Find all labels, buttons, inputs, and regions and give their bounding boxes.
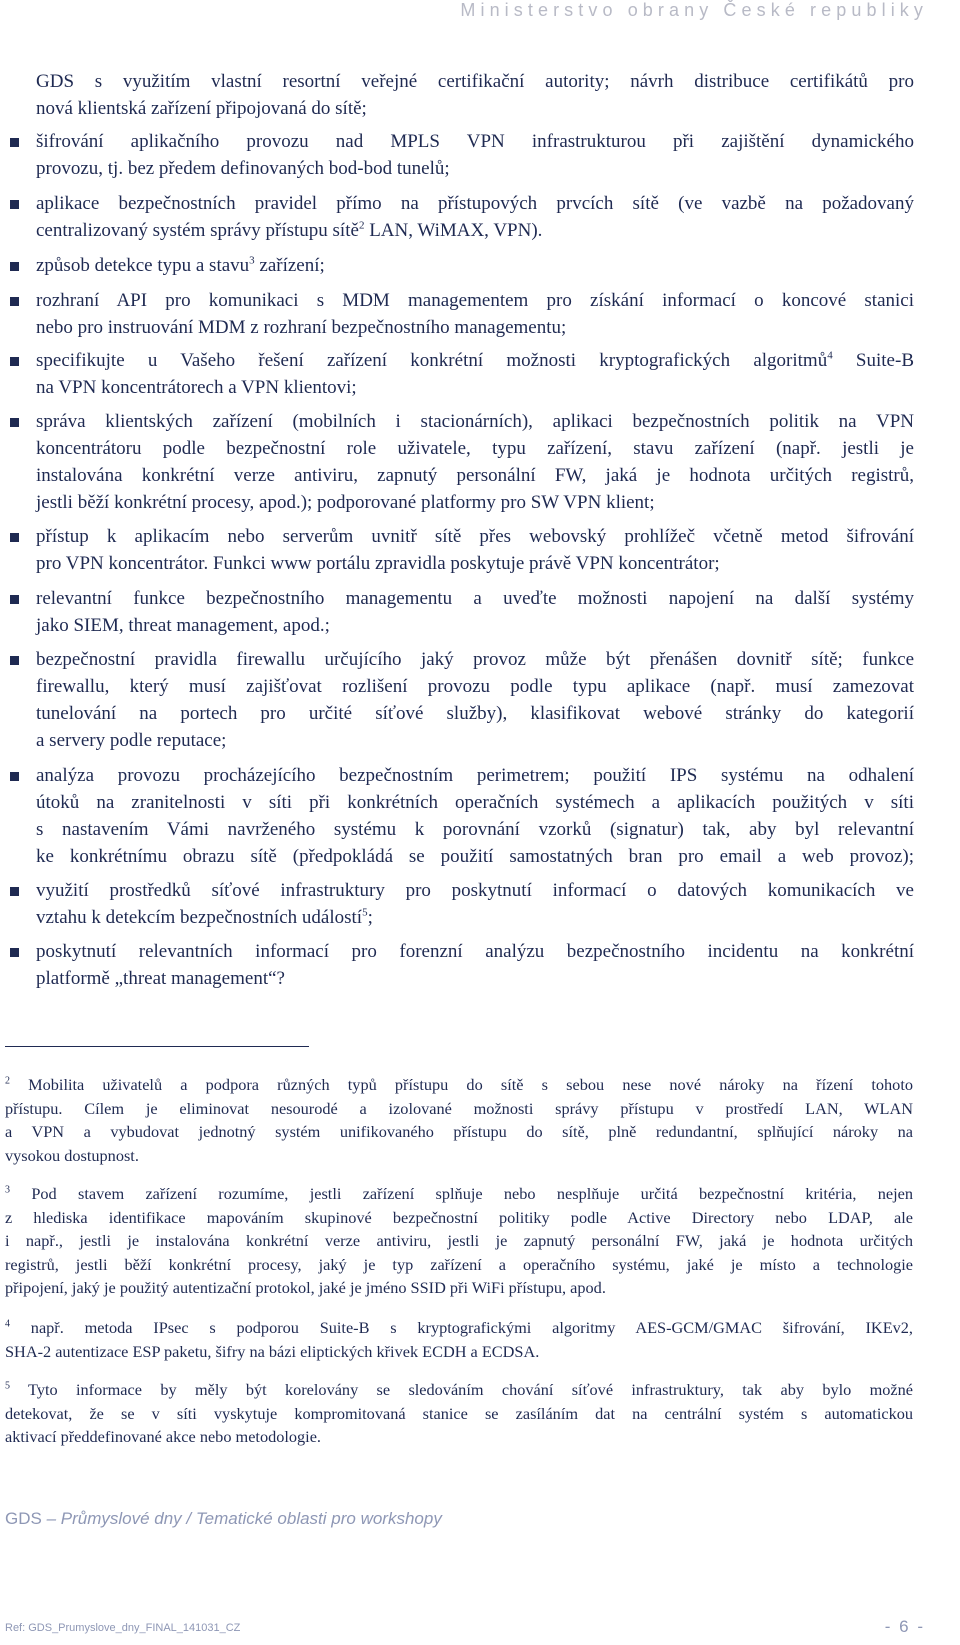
bullet-marker — [10, 200, 19, 209]
text-line — [36, 217, 914, 244]
footer-title-rest: – Průmyslové dny / Tematické oblasti pro workshopy — [41, 1509, 442, 1528]
text-span: ; — [367, 907, 373, 928]
text-span: Mobilita uživatelů a podpora různých typů přístupu do sítě s sebou nese nové nároky na řízení tohoto — [28, 1075, 913, 1094]
text-span: specifikujte u Vašeho řešení zařízení konkrétní možnosti kryptografických algoritmů — [36, 350, 828, 371]
text-line: aplikace bezpečnostních pravidel přímo na přístupových prvcích sítě (ve vazbě na požadovaný — [36, 193, 914, 214]
footnote-5 — [5, 1378, 913, 1449]
list-item — [36, 287, 914, 341]
text-span: např. metoda IPsec s podporou Suite-B s kryptografickými algoritmy AES-GCM/GMAC šifrování, IKEv2, — [30, 1318, 913, 1337]
text-line: jako SIEM, threat management, apod.; — [36, 615, 330, 636]
header-title: Ministerstvo obrany České republiky — [460, 0, 928, 20]
text-span: Pod stavem zařízení rozumíme, jestli zařízení splňuje nebo nesplňuje určitá bezpečnostní kritéria, nejen — [31, 1184, 914, 1203]
bullet-marker — [10, 297, 19, 306]
text-line: relevantní funkce bezpečnostního managementu a uveďte možnosti napojení na další systémy — [36, 588, 914, 609]
footer-ref: Ref: GDS_Prumyslove_dny_FINAL_141031_CZ — [5, 1622, 241, 1634]
text-span: centralizovaný systém správy přístupu sítě — [36, 220, 359, 241]
bullet-marker — [10, 887, 19, 896]
bullet-marker — [10, 138, 19, 147]
list-item — [36, 128, 914, 182]
text-line: připojení, jaký je použitý autentizační protokol, jaké je jméno SSID při WiFi přístupu, apod. — [5, 1278, 606, 1297]
text-line: platformě „threat management“? — [36, 968, 285, 989]
text-line — [5, 1182, 913, 1206]
text-line: ke konkrétnímu obrazu sítě (předpokládá se použití samostatných bran pro email a web provoz); — [36, 846, 914, 867]
text-line: nebo pro instruování MDM z rozhraní bezpečnostního managementu; — [36, 317, 567, 338]
footnote-4 — [5, 1316, 913, 1363]
text-line: bezpečnostní pravidla firewallu určujícího jaký provoz může být přenášen dovnitř sítě; funkce — [36, 649, 914, 670]
text-span: Suite-B — [832, 350, 914, 371]
footnote-3 — [5, 1182, 913, 1300]
bullet-marker — [10, 357, 19, 366]
list-item — [36, 252, 914, 279]
text-line: vysokou dostupnost. — [5, 1145, 139, 1165]
text-line: SHA-2 autentizace ESP paketu, šifry na bázi eliptických křivek ECDH a ECDSA. — [5, 1341, 540, 1361]
text-line: aktivací předdefinované akce nebo metodologie. — [5, 1427, 321, 1446]
text-line — [5, 1073, 913, 1097]
page-header — [0, 0, 960, 22]
bullet-marker — [10, 656, 19, 665]
footnote-number: 3 — [5, 1184, 10, 1196]
text-line: šifrování aplikačního provozu nad MPLS VPN infrastrukturou při zajištění dynamického — [36, 131, 914, 152]
text-line — [36, 347, 914, 374]
page-number: - 6 - — [884, 1617, 925, 1636]
list-item — [36, 408, 914, 516]
text-line: jestli běží konkrétní procesy, apod.); podporované platformy pro SW VPN klient; — [36, 492, 655, 513]
intro-paragraph — [36, 68, 914, 122]
text-line: přístupu. Cílem je eliminovat nesourodé a izolované možnosti správy přístupu v prostředí LAN, WLAN — [5, 1098, 913, 1118]
text-span: zařízení; — [254, 255, 325, 276]
bullet-marker — [10, 948, 19, 957]
footer-gds: GDS — [5, 1509, 42, 1528]
bullet-marker — [10, 418, 19, 427]
list-item — [36, 762, 914, 870]
text-line — [36, 252, 914, 279]
text-line: rozhraní API pro komunikaci s MDM managementem pro získání informací o koncové stanici — [36, 290, 914, 311]
text-line: správa klientských zařízení (mobilních i stacionárních), aplikaci bezpečnostních politik na VPN — [36, 411, 914, 432]
bullet-marker — [10, 595, 19, 604]
list-item — [36, 877, 914, 931]
text-line: instalována konkrétní verze antiviru, zapnutý personální FW, jaká je hodnota určitých registrů, — [36, 465, 914, 486]
text-line: nová klientská zařízení připojovaná do sítě; — [36, 98, 367, 119]
text-line — [5, 1316, 913, 1340]
footnote-ref-5: 5 — [362, 906, 368, 919]
text-line: provozu, tj. bez předem definovaných bod-bod tunelů; — [36, 158, 450, 179]
text-line: a VPN a vybudovat jednotný systém unifikovaného přístupu do sítě, plně redundantní, splňující nároky na — [5, 1122, 913, 1141]
text-line: i např., jestli je instalována konkrétní verze antiviru, jestli je zapnutý personální FW, jaká je hodnota určitých — [5, 1231, 913, 1250]
footnote-number: 5 — [5, 1380, 10, 1392]
bullet-marker — [10, 533, 19, 542]
text-line: z hlediska identifikace mapováním skupinové bezpečnostní politiky podle Active Directory nebo LDAP, ale — [5, 1207, 913, 1227]
text-line: poskytnutí relevantních informací pro forenzní analýzu bezpečnostního incidentu na konkrétní — [36, 941, 914, 962]
text-line: přístup k aplikacím nebo serverům uvnitř sítě přes webovský prohlížeč včetně metod šifrování — [36, 526, 914, 547]
text-line: využití prostředků síťové infrastruktury pro poskytnutí informací o datových komunikacích ve — [36, 880, 914, 901]
text-line — [36, 904, 914, 931]
list-item — [36, 646, 914, 754]
text-line: koncentrátoru podle bezpečnostní role uživatele, typu zařízení, stavu zařízení (např. jestli je — [36, 438, 914, 459]
text-line: útoků na zranitelnosti v síti při konkrétních operačních systémech a aplikacích použitých v síti — [36, 792, 914, 813]
list-item — [36, 938, 914, 992]
footnote-number: 2 — [5, 1075, 10, 1087]
list-item — [36, 190, 914, 244]
footnote-separator — [5, 1046, 309, 1047]
footnote-number: 4 — [5, 1318, 10, 1330]
text-span: vztahu k detekcím bezpečnostních událostí — [36, 907, 363, 928]
text-line: firewallu, který musí zajišťovat rozlišení provozu podle typu aplikace (např. musí zamezovat — [36, 676, 914, 697]
footer-title — [5, 1509, 442, 1529]
text-line: GDS s využitím vlastní resortní veřejné certifikační autority; návrh distribuce certifikátů pro — [36, 71, 914, 92]
bullet-marker — [10, 262, 19, 271]
text-span: LAN, WiMAX, VPN). — [364, 220, 543, 241]
text-span: Tyto informace by měly být korelovány se sledováním chování síťové infrastruktury, tak aby bylo možné — [28, 1380, 913, 1399]
text-line: registrů, jestli běží konkrétní procesy, jaký je typ zařízení a operačního systému, jaké je místo a technologie — [5, 1254, 913, 1274]
text-line: analýza provozu procházejícího bezpečnostním perimetrem; použití IPS systému na odhalení — [36, 765, 914, 786]
text-line — [5, 1378, 913, 1402]
footnote-ref-3: 3 — [249, 254, 255, 267]
text-span: způsob detekce typu a stavu — [36, 255, 250, 276]
footnote-2 — [5, 1073, 913, 1167]
text-line: pro VPN koncentrátor. Funkci www portálu zpravidla poskytuje právě VPN koncentrátor; — [36, 553, 720, 574]
text-line: a servery podle reputace; — [36, 730, 227, 751]
text-line: detekovat, že se v síti vyskytuje kompromitovaná stanice se zasíláním dat na centrální systém s automatickou — [5, 1403, 913, 1423]
list-item — [36, 585, 914, 639]
text-line: s nastavením Vámi navrženého systému k porovnání vzorků (signatur) tak, aby byl relevantní — [36, 819, 914, 840]
list-item — [36, 523, 914, 577]
list-item — [36, 347, 914, 401]
text-line: tunelování na portech pro určité síťové služby), klasifikovat webové stránky do kategorií — [36, 703, 914, 724]
footnote-ref-4: 4 — [827, 349, 833, 362]
footnote-ref-2: 2 — [358, 219, 365, 232]
text-line: na VPN koncentrátorech a VPN klientovi; — [36, 377, 357, 398]
bullet-marker — [10, 772, 19, 781]
